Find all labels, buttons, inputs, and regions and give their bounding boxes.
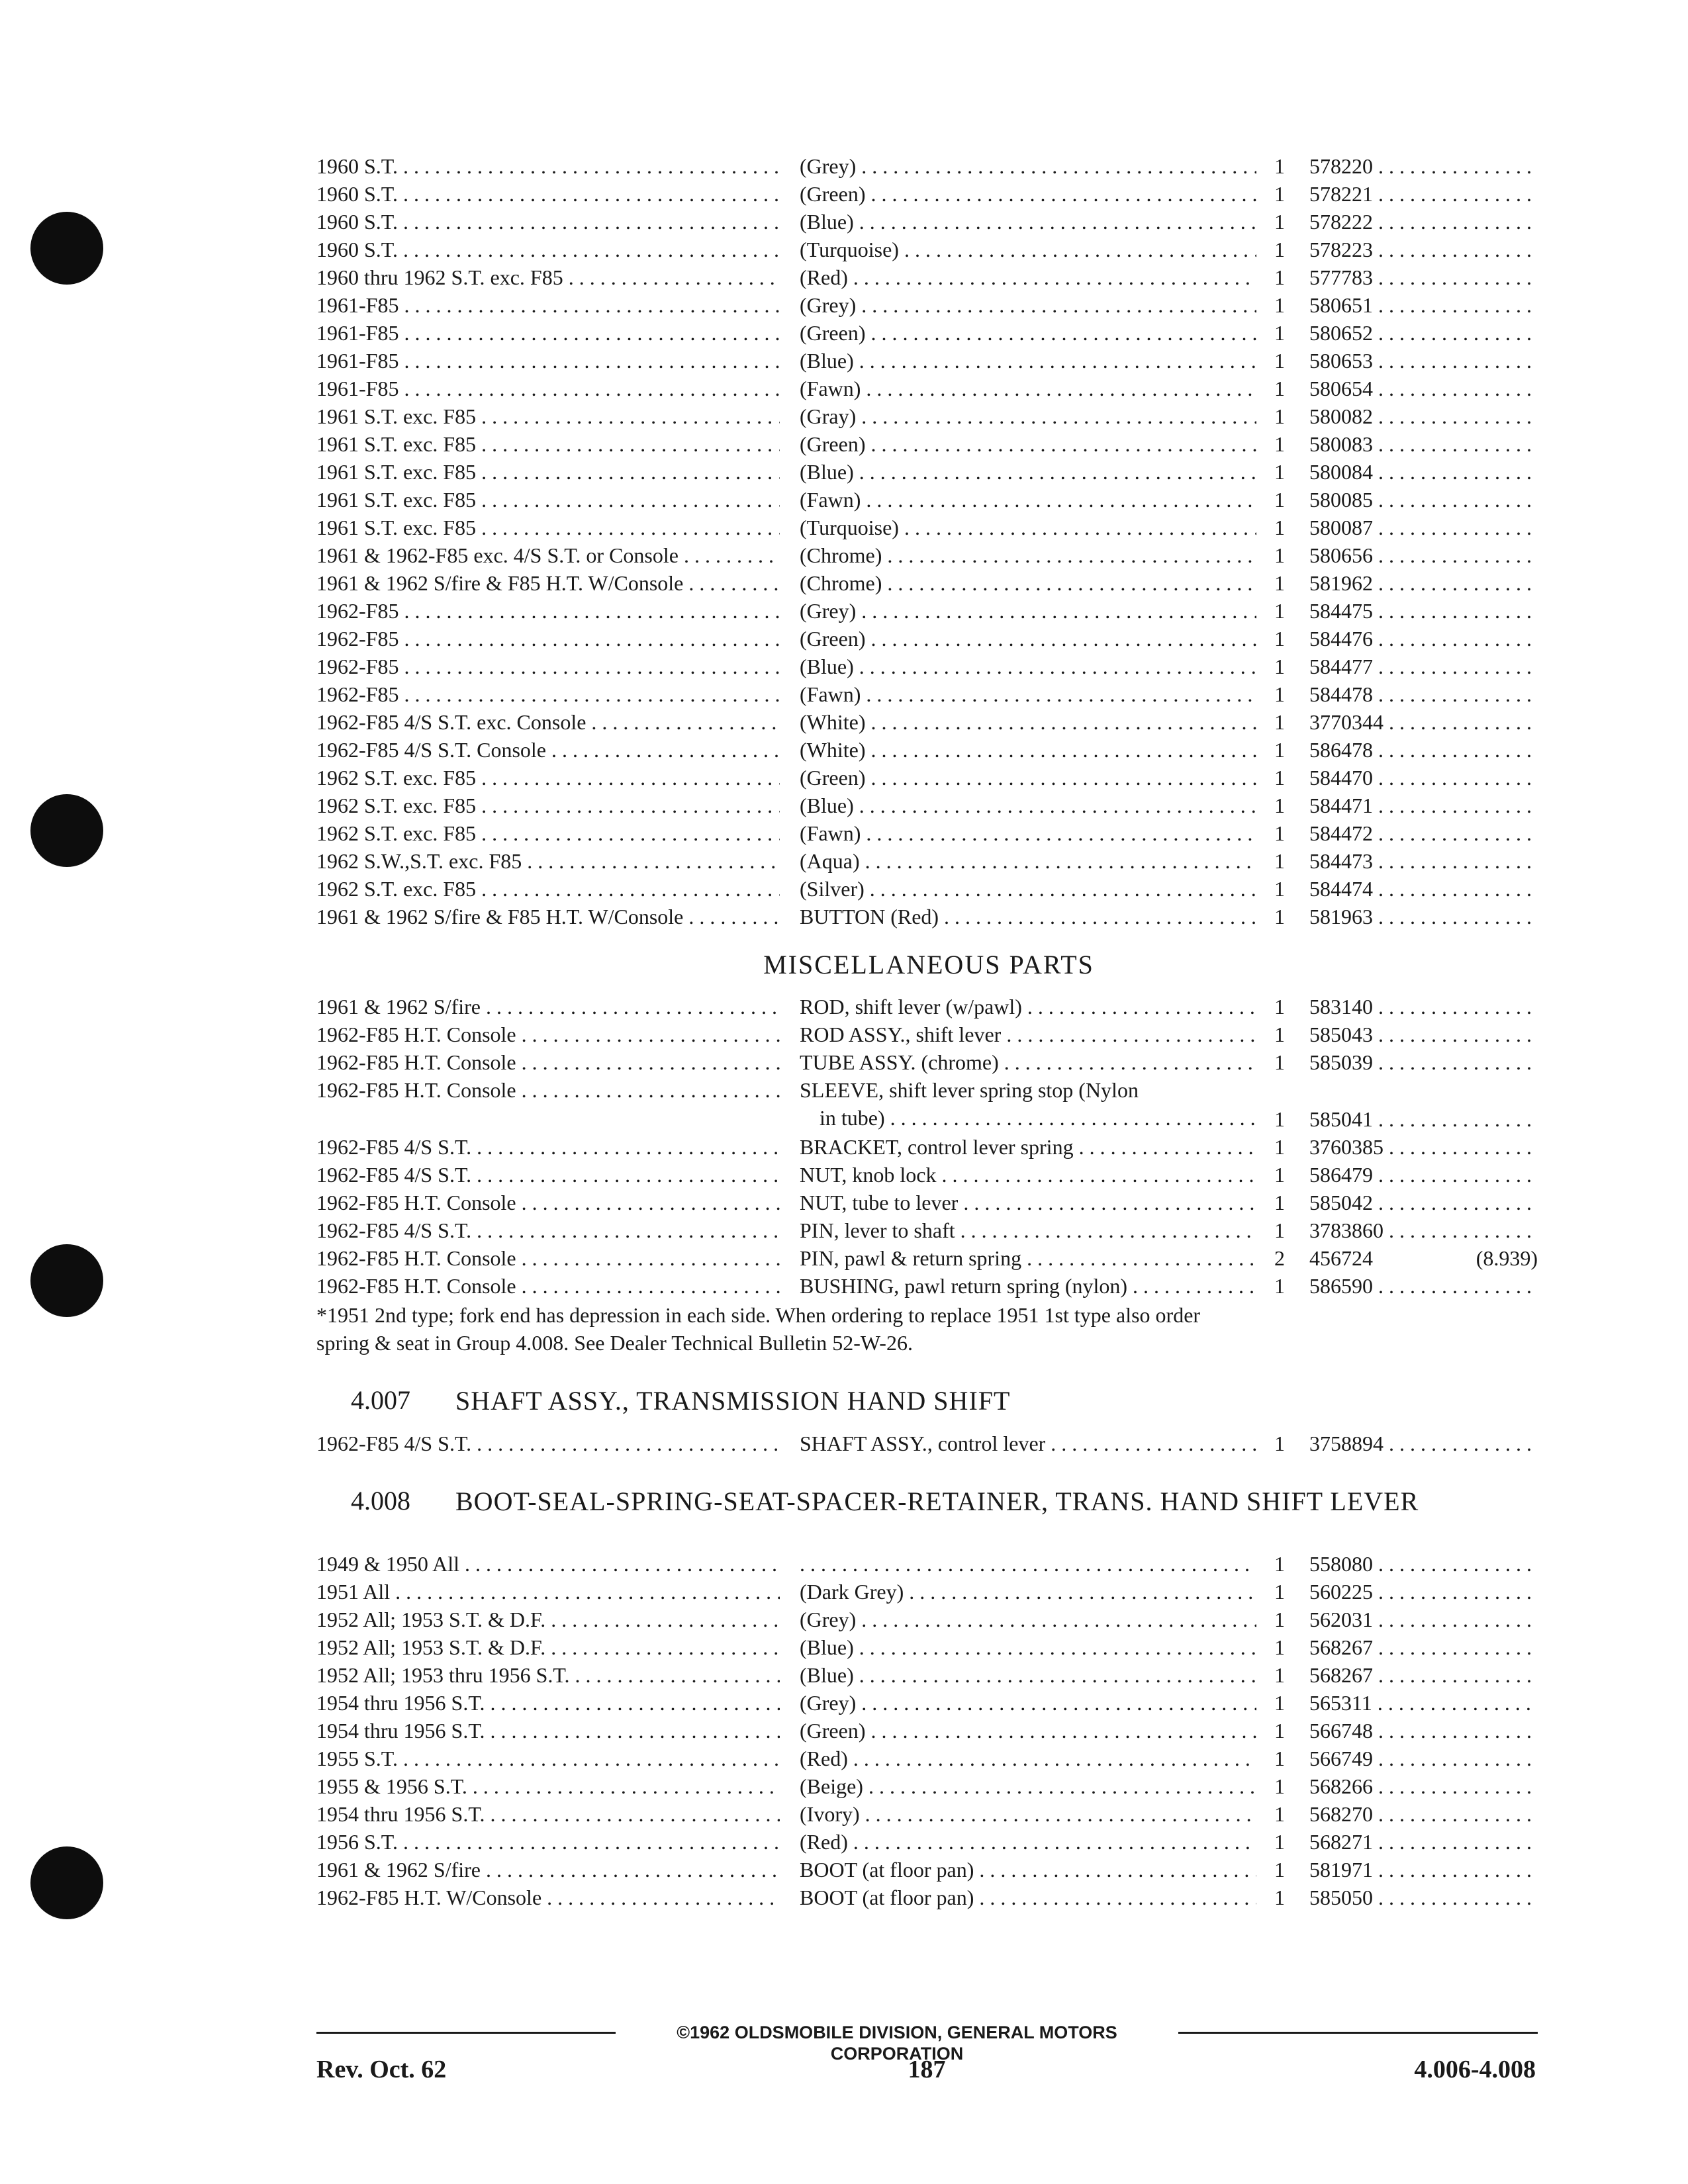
description-cell: ROD, shift lever (w/pawl) . . . [800,993,1256,1021]
part-number-cell: 3758894 . . . [1309,1430,1538,1457]
description-cell: (Grey) . . . [800,1606,1256,1633]
quantity-cell: 1 [1274,1608,1285,1631]
quantity-cell: 1 [1274,1691,1285,1715]
parts-row [316,208,1541,236]
section-number: 4.008 [351,1486,410,1516]
part-number-cell: 3760385 . . . [1309,1133,1538,1161]
model-cell: 1962-F85 4/S S.T. exc. Console . . . [316,708,780,736]
parts-row [316,514,1541,541]
quantity-cell: 1 [1274,599,1285,623]
part-number-cell: 586478 . . . [1309,736,1538,764]
quantity-cell: 1 [1274,1719,1285,1743]
description-cell: PIN, lever to shaft . . . [800,1216,1256,1244]
model-cell: 1961 S.T. exc. F85 . . . [316,486,780,514]
quantity-cell: 2 [1274,1246,1285,1270]
description-cell: (Ivory) . . . [800,1800,1256,1828]
model-cell: 1961 S.T. exc. F85 . . . [316,430,780,458]
part-number-cell: 585039 . . . [1309,1048,1538,1076]
parts-row [316,180,1541,208]
parts-row [316,903,1541,931]
description-cell: BUSHING, pawl return spring (nylon) . . . [800,1272,1256,1300]
part-number-cell: 578223 . . . [1309,236,1538,263]
description-cell [800,1550,1256,1578]
description-cell: (Red) . . . [800,1745,1256,1772]
quantity-cell: 1 [1274,349,1285,373]
description-line: SLEEVE, shift lever spring stop (Nylon [800,1078,1139,1102]
quantity-cell: 1 [1274,1886,1285,1909]
description-cell: BOOT (at floor pan) . . . [800,1884,1256,1911]
quantity-cell: 1 [1274,1218,1285,1242]
description-cell: NUT, knob lock . . . [800,1161,1256,1189]
part-number-cell: 3783860 . . . [1309,1216,1538,1244]
description-cell: (Green) . . . [800,430,1256,458]
footer-revision: Rev. Oct. 62 [316,2056,447,2083]
quantity-cell: 1 [1274,1432,1285,1455]
punch-hole-4 [30,1846,103,1919]
parts-row [316,347,1541,375]
quantity-cell: 1 [1274,877,1285,901]
parts-row [316,1856,1541,1884]
quantity-cell: 1 [1274,377,1285,400]
description-cell: (Red) . . . [800,263,1256,291]
section-4-007-heading [316,1377,1541,1430]
description-cell: (Grey) . . . [800,1689,1256,1717]
quantity-cell: 1 [1274,821,1285,845]
model-cell: 1961-F85 . . . [316,291,780,319]
description-cell: (Turquoise) . . . [800,514,1256,541]
model-cell: 1961 & 1962 S/fire . . . [316,1856,780,1884]
parts-row [316,708,1541,736]
quantity-cell: 1 [1274,321,1285,345]
parts-row [316,1244,1541,1272]
part-number-cell: 584474 . . . [1309,875,1538,903]
quantity-cell: 1 [1274,794,1285,817]
part-number-cell: 584473 . . . [1309,847,1538,875]
quantity-cell: 1 [1274,1107,1285,1131]
footer-copyright: ©1962 OLDSMOBILE DIVISION, GENERAL MOTORS CORPORATION [616,2022,1178,2064]
quantity-cell: 1 [1274,849,1285,873]
parts-row [316,152,1541,180]
parts-row [316,875,1541,903]
description-cell: (Green) . . . [800,625,1256,653]
parts-row [316,402,1541,430]
parts-row [316,1216,1541,1244]
description-cell [800,1076,1256,1132]
model-cell: 1961 & 1962-F85 exc. 4/S S.T. or Console . . . [316,541,780,569]
part-number-cell: 584476 . . . [1309,625,1538,653]
model-cell: 1962-F85 4/S S.T. . . . [316,1133,780,1161]
model-cell: 1961-F85 . . . [316,347,780,375]
description-cell: (Beige) . . . [800,1772,1256,1800]
description-cell: NUT, tube to lever . . . [800,1189,1256,1216]
description-cell: (Dark Grey) . . . [800,1578,1256,1606]
model-cell: 1961 S.T. exc. F85 . . . [316,514,780,541]
quantity-cell: 1 [1274,1580,1285,1604]
quantity-cell: 1 [1274,738,1285,762]
part-number-cell: 566749 . . . [1309,1745,1538,1772]
footnote [316,1301,1541,1357]
quantity-cell: 1 [1274,432,1285,456]
quantity-cell: 1 [1274,488,1285,512]
parts-row [316,1689,1541,1717]
description-cell: (Green) . . . [800,319,1256,347]
model-cell: 1955 & 1956 S.T. . . . [316,1772,780,1800]
model-cell: 1962-F85 H.T. Console . . . [316,1076,780,1104]
description-cell: (Turquoise) . . . [800,236,1256,263]
parts-row [316,1800,1541,1828]
description-cell: (White) . . . [800,708,1256,736]
model-cell: 1960 S.T. . . . [316,152,780,180]
quantity-cell: 1 [1274,1802,1285,1826]
description-cell: (Grey) . . . [800,152,1256,180]
parts-row [316,819,1541,847]
part-number-cell: 568270 . . . [1309,1800,1538,1828]
quantity-cell: 1 [1274,516,1285,539]
part-number-cell: 585042 . . . [1309,1189,1538,1216]
model-cell: 1961 & 1962 S/fire & F85 H.T. W/Console . . . [316,903,780,931]
parts-row [316,1021,1541,1048]
parts-row [316,236,1541,263]
model-cell: 1954 thru 1956 S.T. . . . [316,1717,780,1745]
misc-parts-table [316,993,1541,1300]
punch-hole-3 [30,1244,103,1317]
part-number-cell: 585050 . . . [1309,1884,1538,1911]
description-cell: SHAFT ASSY., control lever . . . [800,1430,1256,1457]
description-cell: (Blue) . . . [800,1661,1256,1689]
quantity-cell: 1 [1274,238,1285,261]
punch-hole-2 [30,794,103,867]
quantity-cell: 1 [1274,655,1285,678]
parts-row [316,263,1541,291]
part-number-cell: 584477 . . . [1309,653,1538,680]
quantity-cell: 1 [1274,1191,1285,1214]
model-cell: 1949 & 1950 All . . . [316,1550,780,1578]
parts-row [316,458,1541,486]
parts-row [316,569,1541,597]
part-number-cell: 580653 . . . [1309,347,1538,375]
model-cell: 1954 thru 1956 S.T. . . . [316,1689,780,1717]
part-number-cell: 584475 . . . [1309,597,1538,625]
parts-row [316,1133,1541,1161]
model-cell: 1961 S.T. exc. F85 . . . [316,402,780,430]
part-number-cell: 580083 . . . [1309,430,1538,458]
part-number-cell: 580085 . . . [1309,486,1538,514]
section-4-008-table [316,1550,1541,1911]
parts-row [316,1717,1541,1745]
description-cell: BRACKET, control lever spring . . . [800,1133,1256,1161]
description-cell: PIN, pawl & return spring . . . [800,1244,1256,1272]
model-cell: 1962-F85 . . . [316,597,780,625]
part-number-cell: 580652 . . . [1309,319,1538,347]
part-number-cell: 568266 . . . [1309,1772,1538,1800]
part-number-cell: 583140 . . . [1309,993,1538,1021]
description-cell: (Red) . . . [800,1828,1256,1856]
model-cell: 1962-F85 H.T. Console . . . [316,1244,780,1272]
part-number-cell: 580084 . . . [1309,458,1538,486]
part-number-cell: 560225 . . . [1309,1578,1538,1606]
parts-row [316,764,1541,792]
part-number-cell: 578220 . . . [1309,152,1538,180]
description-cell: (Green) . . . [800,764,1256,792]
description-cell: (Gray) . . . [800,402,1256,430]
part-number-cell: 586590 . . . [1309,1272,1538,1300]
description-cell: BUTTON (Red) . . . [800,903,1256,931]
quantity-cell: 1 [1274,995,1285,1019]
parts-row [316,486,1541,514]
part-number-cell: 580651 . . . [1309,291,1538,319]
model-cell: 1952 All; 1953 S.T. & D.F. . . . [316,1633,780,1661]
section-title: SHAFT ASSY., TRANSMISSION HAND SHIFT [455,1386,1011,1416]
quantity-cell: 1 [1274,1830,1285,1854]
model-cell: 1952 All; 1953 S.T. & D.F. . . . [316,1606,780,1633]
quantity-cell: 1 [1274,265,1285,289]
part-number-cell: 585043 . . . [1309,1021,1538,1048]
quantity-cell: 1 [1274,1023,1285,1046]
parts-row [316,847,1541,875]
part-number-cell: 581962 . . . [1309,569,1538,597]
parts-row [316,1048,1541,1076]
parts-row [316,1606,1541,1633]
model-cell: 1962-F85 H.T. Console . . . [316,1021,780,1048]
description-cell: (Blue) . . . [800,792,1256,819]
model-cell: 1961 & 1962 S/fire & F85 H.T. W/Console . . . [316,569,780,597]
parts-row [316,1189,1541,1216]
quantity-cell: 1 [1274,154,1285,178]
model-cell: 1962-F85 4/S S.T. . . . [316,1161,780,1189]
parts-row [316,1578,1541,1606]
parts-row [316,1745,1541,1772]
quantity-cell: 1 [1274,571,1285,595]
color-part-table [316,152,1541,931]
parts-row [316,1076,1541,1133]
model-cell: 1962-F85 H.T. Console . . . [316,1272,780,1300]
model-cell: 1961-F85 . . . [316,319,780,347]
description-cell: (Chrome) . . . [800,569,1256,597]
part-number-cell: 580082 . . . [1309,402,1538,430]
section-4-008-heading [316,1477,1541,1550]
part-number-cell: 584471 . . . [1309,792,1538,819]
model-cell: 1962 S.T. exc. F85 . . . [316,792,780,819]
description-cell: (Fawn) . . . [800,486,1256,514]
parts-row [316,1884,1541,1911]
model-cell: 1961 S.T. exc. F85 . . . [316,458,780,486]
model-cell: 1961-F85 . . . [316,375,780,402]
parts-row [316,993,1541,1021]
part-number-cell: 565311 . . . [1309,1689,1538,1717]
quantity-cell: 1 [1274,210,1285,234]
parts-row [316,291,1541,319]
footnote-line: *1951 2nd type; fork end has depression in each side. When ordering to replace 1951 1st type also order [316,1303,1201,1327]
description-cell: (Grey) . . . [800,291,1256,319]
part-number-cell: 584478 . . . [1309,680,1538,708]
quantity-cell: 1 [1274,293,1285,317]
quantity-cell: 1 [1274,1274,1285,1298]
part-number-cell: 577783 . . . [1309,263,1538,291]
description-cell: (Blue) . . . [800,458,1256,486]
part-number-cell: 566748 . . . [1309,1717,1538,1745]
description-cell: (Fawn) . . . [800,680,1256,708]
parts-row [316,1550,1541,1578]
model-cell: 1960 S.T. . . . [316,180,780,208]
part-number-cell: 580654 . . . [1309,375,1538,402]
parts-row [316,736,1541,764]
model-cell: 1961 & 1962 S/fire . . . [316,993,780,1021]
quantity-cell: 1 [1274,1747,1285,1770]
model-cell: 1962-F85 H.T. Console . . . [316,1048,780,1076]
punch-hole-1 [30,212,103,285]
quantity-cell: 1 [1274,1858,1285,1882]
part-number-cell: 578221 . . . [1309,180,1538,208]
parts-list [316,152,1541,1911]
parts-row [316,1661,1541,1689]
parts-row [316,1772,1541,1800]
quantity-cell: 1 [1274,460,1285,484]
part-number-cell: 558080 . . . [1309,1550,1538,1578]
reference-cell: (8.939) [1476,1246,1538,1270]
parts-row [316,1633,1541,1661]
parts-row [316,653,1541,680]
model-cell: 1960 S.T. . . . [316,236,780,263]
model-cell: 1962 S.T. exc. F85 . . . [316,819,780,847]
quantity-cell: 1 [1274,766,1285,790]
section-title: BOOT-SEAL-SPRING-SEAT-SPACER-RETAINER, TRANS. HAND SHIFT LEVER [455,1486,1419,1516]
description-cell: (Blue) . . . [800,1633,1256,1661]
model-cell: 1962-F85 H.T. Console . . . [316,1189,780,1216]
quantity-cell: 1 [1274,1774,1285,1798]
part-number-cell: 584470 . . . [1309,764,1538,792]
parts-row [316,1430,1541,1457]
model-cell: 1962 S.W.,S.T. exc. F85 . . . [316,847,780,875]
parts-row [316,1272,1541,1300]
model-cell: 1954 thru 1956 S.T. . . . [316,1800,780,1828]
description-cell: (Blue) . . . [800,208,1256,236]
quantity-cell: 1 [1274,1163,1285,1187]
parts-row [316,597,1541,625]
description-cell: BOOT (at floor pan) . . . [800,1856,1256,1884]
model-cell: 1962 S.T. exc. F85 . . . [316,764,780,792]
description-cell: (Fawn) . . . [800,819,1256,847]
description-cell: (Fawn) . . . [800,375,1256,402]
description-cell: (Aqua) . . . [800,847,1256,875]
misc-parts-heading [316,945,1541,985]
model-cell: 1962-F85 . . . [316,680,780,708]
part-number-cell: 580087 . . . [1309,514,1538,541]
model-cell: 1962-F85 4/S S.T. . . . [316,1216,780,1244]
section-4-007-table [316,1430,1541,1457]
quantity-cell: 1 [1274,182,1285,206]
part-number-cell: 581963 . . . [1309,903,1538,931]
model-cell: 1962 S.T. exc. F85 . . . [316,875,780,903]
section-number: 4.007 [351,1385,410,1415]
quantity-cell: 1 [1274,1135,1285,1159]
quantity-cell: 1 [1274,543,1285,567]
parts-row [316,375,1541,402]
section-title: MISCELLANEOUS PARTS [763,950,1094,979]
model-cell: 1962-F85 4/S S.T. Console . . . [316,736,780,764]
part-number-cell: 568267 . . . [1309,1661,1538,1689]
description-cell: (Blue) . . . [800,347,1256,375]
quantity-cell: 1 [1274,404,1285,428]
quantity-cell: 1 [1274,710,1285,734]
quantity-cell: 1 [1274,1635,1285,1659]
description-cell: (White) . . . [800,736,1256,764]
parts-row [316,319,1541,347]
description-cell: (Grey) . . . [800,597,1256,625]
part-number-cell: 3770344 . . . [1309,708,1538,736]
model-cell: 1956 S.T. . . . [316,1828,780,1856]
part-number-cell: 585041 . . . [1309,1105,1538,1133]
model-cell: 1960 S.T. . . . [316,208,780,236]
part-number-cell: 456724 [1309,1246,1373,1270]
description-cell: (Silver) . . . [800,875,1256,903]
description-cell: TUBE ASSY. (chrome) . . . [800,1048,1256,1076]
quantity-cell: 1 [1274,1552,1285,1576]
part-number-cell: 584472 . . . [1309,819,1538,847]
description-cell: (Green) . . . [800,1717,1256,1745]
quantity-cell: 1 [1274,682,1285,706]
model-cell: 1960 thru 1962 S.T. exc. F85 . . . [316,263,780,291]
parts-row [316,1161,1541,1189]
model-cell: 1962-F85 . . . [316,625,780,653]
quantity-cell: 1 [1274,905,1285,929]
part-number-cell: 581971 . . . [1309,1856,1538,1884]
part-number-cell: 580656 . . . [1309,541,1538,569]
description-line: in tube) . . . [800,1104,1256,1132]
description-cell: (Green) . . . [800,180,1256,208]
model-cell: 1955 S.T. . . . [316,1745,780,1772]
parts-row [316,792,1541,819]
part-number-cell: 586479 . . . [1309,1161,1538,1189]
model-cell: 1962-F85 H.T. W/Console . . . [316,1884,780,1911]
model-cell: 1952 All; 1953 thru 1956 S.T. . . . [316,1661,780,1689]
parts-row [316,430,1541,458]
footer-page-number: 187 [908,2056,946,2083]
part-number-cell: 562031 . . . [1309,1606,1538,1633]
footnote-line: spring & seat in Group 4.008. See Dealer Technical Bulletin 52-W-26. [316,1331,913,1355]
parts-row [316,625,1541,653]
description-cell: (Blue) . . . [800,653,1256,680]
quantity-cell: 1 [1274,627,1285,651]
quantity-cell: 1 [1274,1050,1285,1074]
model-cell: 1951 All . . . [316,1578,780,1606]
part-number-cell: 568267 . . . [1309,1633,1538,1661]
parts-row [316,541,1541,569]
model-cell: 1962-F85 . . . [316,653,780,680]
parts-row [316,1828,1541,1856]
description-cell: ROD ASSY., shift lever . . . [800,1021,1256,1048]
part-number-cell: 578222 . . . [1309,208,1538,236]
quantity-cell: 1 [1274,1663,1285,1687]
description-cell: (Chrome) . . . [800,541,1256,569]
part-number-cell: 568271 . . . [1309,1828,1538,1856]
model-cell: 1962-F85 4/S S.T. . . . [316,1430,780,1457]
parts-row [316,680,1541,708]
footer-section-range: 4.006-4.008 [1414,2056,1536,2083]
